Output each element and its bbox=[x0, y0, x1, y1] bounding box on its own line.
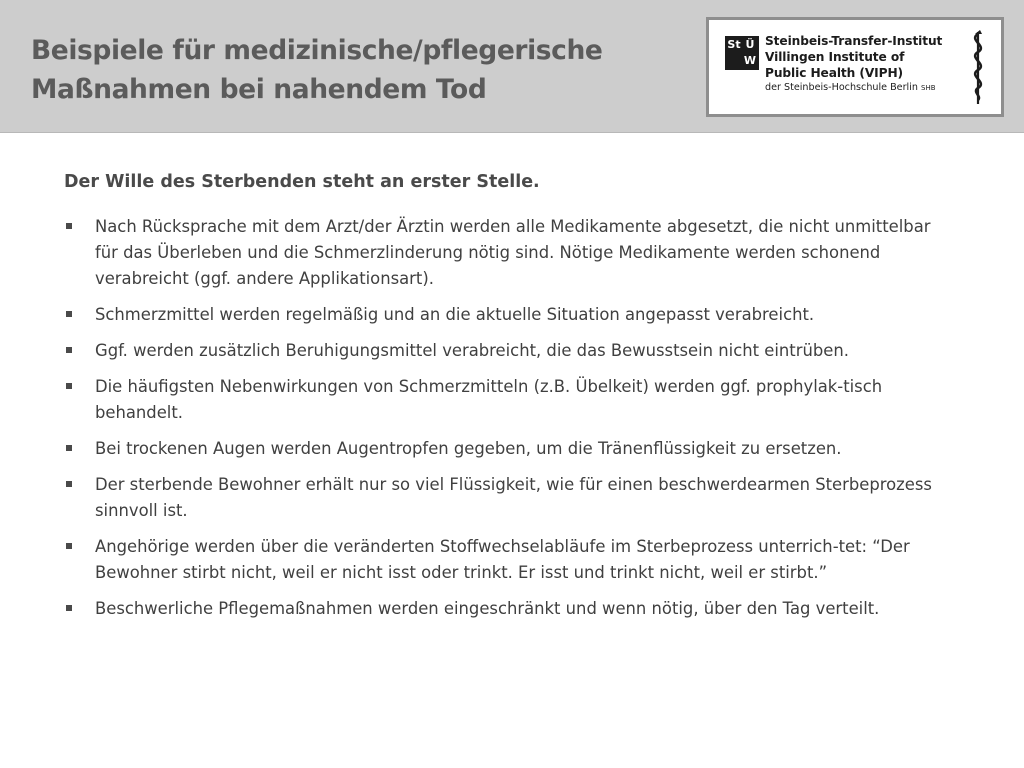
bullet-list bbox=[62, 214, 948, 632]
logo-mark-letters-4: W bbox=[743, 54, 757, 67]
logo-line-3: Public Health (VIPH) bbox=[765, 66, 904, 80]
header-band bbox=[0, 0, 1024, 133]
square-bullet-icon bbox=[66, 543, 72, 549]
list-item bbox=[62, 436, 948, 462]
list-item-text: Angehörige werden über die veränderten Stoffwechselabläufe im Sterbeprozess unterrich-tet: “Der Bewohner stirbt nicht, weil er nicht isst oder trinkt. Er isst und trinkt nicht, weil er stirbt.” bbox=[95, 537, 910, 582]
logo-line-4-text: der Steinbeis-Hochschule Berlin bbox=[765, 82, 918, 93]
rod-of-asclepius-icon bbox=[964, 28, 992, 106]
list-item bbox=[62, 534, 948, 586]
list-item-text: Bei trockenen Augen werden Augentropfen gegeben, um die Tränenflüssigkeit zu ersetzen. bbox=[95, 439, 842, 458]
list-item bbox=[62, 214, 948, 292]
logo-mark-letters-2: Ü bbox=[745, 38, 755, 51]
logo-mark-letters-3 bbox=[726, 53, 742, 69]
page-title-line-1: Beispiele für medizinische/pflegerische bbox=[31, 35, 603, 66]
list-item-text: Nach Rücksprache mit dem Arzt/der Ärztin werden alle Medikamente abgesetzt, die nicht unmittelbar für das Überleben und die Schmerzlinderung nötig sind. Nötige Medikamente werden schonend verabreicht (ggf. andere Applikationsart). bbox=[95, 217, 931, 288]
list-item bbox=[62, 302, 948, 328]
logo-line-1: Steinbeis-Transfer-Institut bbox=[765, 34, 943, 48]
list-item-text: Die häufigsten Nebenwirkungen von Schmerzmitteln (z.B. Übelkeit) werden ggf. prophylak-tisch behandelt. bbox=[95, 377, 883, 422]
logo-mark-letters-1: St bbox=[727, 38, 741, 51]
logo-line-2: Villingen Institute of bbox=[765, 50, 905, 64]
logo-text bbox=[765, 33, 942, 95]
list-item bbox=[62, 472, 948, 524]
list-item-text: Beschwerliche Pflegemaßnahmen werden eingeschränkt und wenn nötig, über den Tag verteilt. bbox=[95, 599, 880, 618]
logo-line-4 bbox=[765, 81, 942, 95]
list-item-text: Schmerzmittel werden regelmäßig und an die aktuelle Situation angepasst verabreicht. bbox=[95, 305, 815, 324]
list-item bbox=[62, 374, 948, 426]
square-bullet-icon bbox=[66, 347, 72, 353]
square-bullet-icon bbox=[66, 605, 72, 611]
list-item bbox=[62, 338, 948, 364]
list-item-text: Ggf. werden zusätzlich Beruhigungsmittel verabreicht, die das Bewusstsein nicht eintrüben. bbox=[95, 341, 849, 360]
page-title bbox=[31, 31, 603, 109]
stw-logo-mark bbox=[725, 36, 759, 70]
square-bullet-icon bbox=[66, 223, 72, 229]
square-bullet-icon bbox=[66, 383, 72, 389]
list-item bbox=[62, 596, 948, 622]
institute-logo bbox=[706, 17, 1004, 117]
square-bullet-icon bbox=[66, 481, 72, 487]
logo-line-4-suffix: SHB bbox=[921, 84, 936, 92]
list-item-text: Der sterbende Bewohner erhält nur so viel Flüssigkeit, wie für einen beschwerdearmen Sterbeprozess sinnvoll ist. bbox=[95, 475, 932, 520]
square-bullet-icon bbox=[66, 311, 72, 317]
page-title-line-2: Maßnahmen bei nahendem Tod bbox=[31, 74, 487, 105]
section-subheading: Der Wille des Sterbenden steht an erster Stelle. bbox=[64, 172, 540, 192]
square-bullet-icon bbox=[66, 445, 72, 451]
